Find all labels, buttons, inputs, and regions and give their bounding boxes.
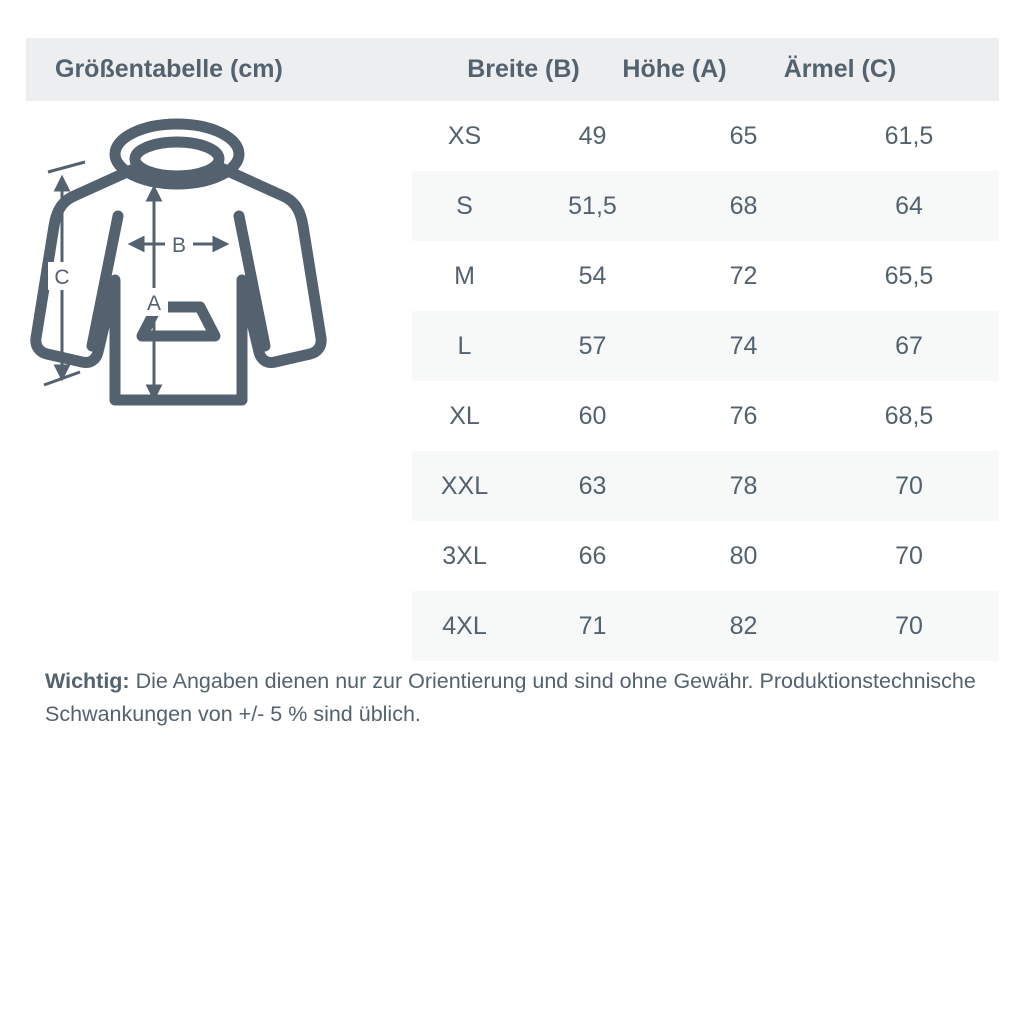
page-title: Größentabelle (cm) [55,55,283,83]
disclaimer-note [45,665,995,731]
table-row [412,381,999,451]
label-height: A [146,292,162,315]
label-sleeve: C [54,266,70,289]
hoodie-shape [36,124,321,400]
cell-size: S [456,191,473,220]
cell-width: 54 [578,261,607,290]
hoodie-illustration-svg [30,110,410,470]
cell-width: 49 [578,121,607,150]
column-header-sleeve: Ärmel (C) [783,55,897,83]
cell-sleeve: 64 [895,191,923,220]
cell-sleeve: 61,5 [884,121,934,150]
table-row [412,101,999,171]
cell-height: 78 [729,471,758,500]
table-row [412,591,999,661]
table-header-row [26,38,999,101]
table-row [412,171,999,241]
cell-size: XXL [440,471,489,500]
cell-sleeve: 67 [895,331,923,360]
cell-sleeve: 70 [895,541,923,570]
cell-height: 76 [729,401,758,430]
cell-height: 74 [729,331,758,360]
cell-height: 80 [729,541,758,570]
column-header-width: Breite (B) [467,55,580,83]
cell-width: 66 [578,541,607,570]
cell-height: 72 [729,261,758,290]
cell-width: 71 [578,611,607,640]
disclaimer-text: Die Angaben dienen nur zur Orientierung und sind ohne Gewähr. Produktionstechnische Schwankungen von +/- 5 % sind üblich. [45,669,976,726]
cell-size: XL [449,401,480,430]
cell-height: 82 [729,611,758,640]
table-row [412,451,999,521]
cell-width: 51,5 [568,191,617,220]
hoodie-diagram [30,110,410,470]
cell-size: XS [447,121,482,150]
size-table [412,101,999,661]
column-header-height: Höhe (A) [622,55,727,83]
cell-sleeve: 65,5 [884,261,934,290]
cell-height: 65 [729,121,758,150]
cell-sleeve: 70 [895,471,923,500]
cell-width: 60 [578,401,607,430]
cell-width: 57 [578,331,607,360]
cell-width: 63 [578,471,607,500]
cell-size: 3XL [442,541,487,570]
cell-sleeve: 70 [895,611,923,640]
table-row [412,521,999,591]
label-width: B [171,234,187,257]
cell-height: 68 [729,191,758,220]
cell-sleeve: 68,5 [884,401,934,430]
cell-size: M [454,261,475,290]
disclaimer-label: Wichtig: [45,669,130,693]
table-row [412,241,999,311]
cell-size: 4XL [442,611,487,640]
table-row [412,311,999,381]
cell-size: L [457,331,472,360]
